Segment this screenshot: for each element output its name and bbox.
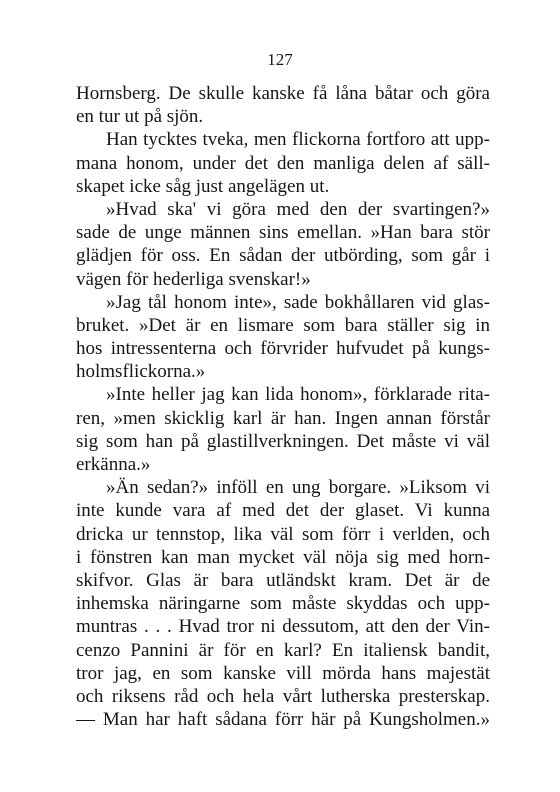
text-line: skifvor. Glas är bara utländskt kram. Det är de bbox=[76, 569, 490, 591]
text-line: sig som han på glastillverkningen. Det måste vi väl bbox=[76, 430, 490, 452]
text-line: glädjen för oss. En sådan der utbörding, som går i bbox=[76, 245, 490, 267]
text-line: cenzo Pannini är för en karl? En italiensk bandit, bbox=[76, 639, 490, 661]
text-line: hos intressenterna och förvrider hufvudet på kungs- bbox=[76, 338, 490, 360]
text-line: inte kunde vara af med det der glaset. Vi kunna bbox=[76, 500, 490, 522]
text-line: inhemska näringarne som måste skyddas och upp- bbox=[76, 593, 490, 615]
page-number: 127 bbox=[267, 50, 293, 69]
text-line: bruket. »Det är en lismare som bara ställer sig in bbox=[76, 314, 490, 336]
text-line: tror jag, en som kanske vill mörda hans majestät bbox=[76, 662, 490, 684]
text-line: Hornsberg. De skulle kanske få låna båtar och göra bbox=[76, 83, 490, 104]
text-line: holmsflickorna.» bbox=[76, 361, 206, 383]
text-line: »Än sedan?» inföll en ung borgare. »Liksom vi bbox=[106, 477, 490, 499]
text-line: muntras . . . Hvad tror ni dessutom, att den der Vin- bbox=[76, 616, 490, 638]
text-line: sade de unge männen sins emellan. »Han bara stör bbox=[76, 222, 490, 244]
text-line: »Inte heller jag kan lida honom», förklarade rita- bbox=[106, 384, 490, 406]
text-line: ren, »men skicklig karl är han. Ingen annan förstår bbox=[76, 407, 490, 429]
body-text bbox=[76, 82, 490, 731]
text-line: en tur ut på sjön. bbox=[76, 106, 204, 128]
text-line: och riksens råd och hela vårt lutherska presterskap. bbox=[76, 685, 490, 707]
text-line: Han tycktes tveka, men flickorna fortforo att upp- bbox=[106, 129, 490, 151]
text-line: mana honom, under det den manliga delen af säll- bbox=[76, 152, 490, 174]
text-line: — Man har haft sådana förr här på Kungsholmen.» bbox=[76, 709, 490, 731]
text-line: i fönstren kan man mycket väl nöja sig med horn- bbox=[76, 546, 490, 568]
text-line: »Jag tål honom inte», sade bokhållaren vid glas- bbox=[106, 291, 490, 313]
text-line: erkänna.» bbox=[76, 454, 151, 475]
text-line: skapet icke såg just angelägen ut. bbox=[76, 175, 330, 197]
text-line: »Hvad ska' vi göra med den der svartingen?» bbox=[106, 198, 490, 220]
text-line: dricka ur tennstop, lika väl som förr i verlden, och bbox=[76, 523, 490, 545]
text-line: vägen för hederliga svenskar!» bbox=[76, 268, 311, 290]
